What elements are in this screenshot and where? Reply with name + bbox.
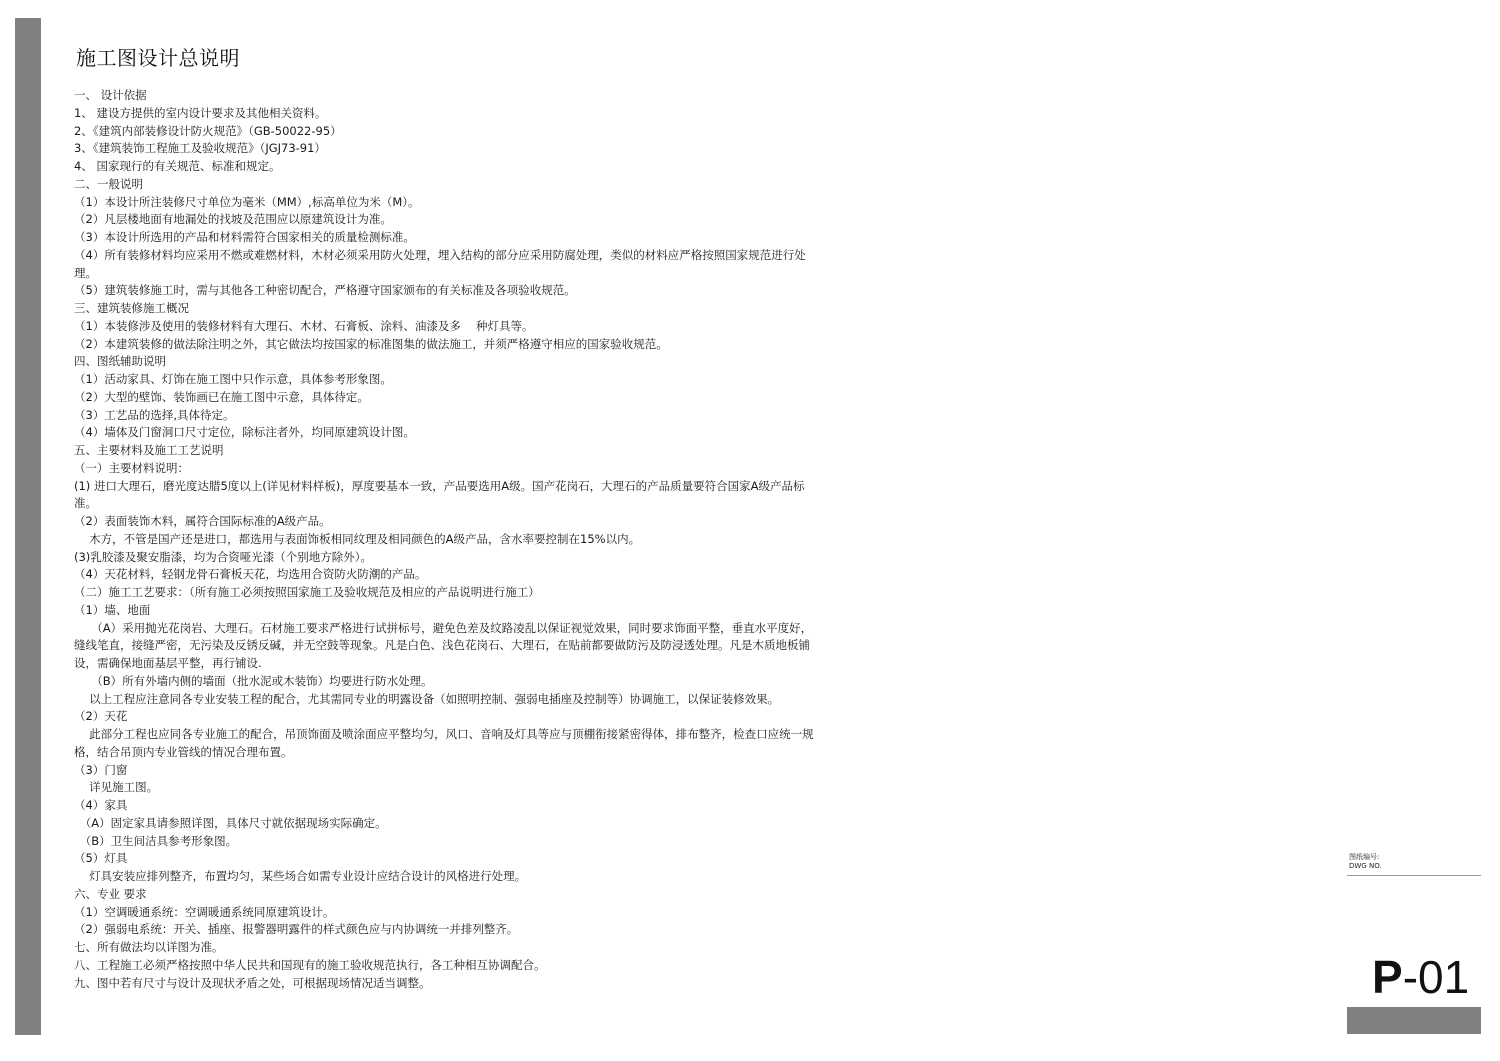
note-line: 三、建筑装修施工概况 bbox=[74, 301, 189, 315]
note-line: 准。 bbox=[74, 496, 97, 511]
note-line: （二）施工工艺要求：（所有施工必须按照国家施工及验收规范及相应的产品说明进行施工） bbox=[74, 585, 540, 599]
note-line: (1) 进口大理石，磨光度达腊5度以上(详见材料样板)，厚度要基本一致，产品要选用A级。国产花岗石，大理石的产品质量要符合国家A级产品标 bbox=[74, 478, 805, 493]
note-line: 理。 bbox=[74, 265, 97, 280]
note-line: （1）活动家具、灯饰在施工图中只作示意，具体参考形象图。 bbox=[74, 372, 392, 386]
note-line: （4）天花材料，轻钢龙骨石膏板天花，均选用合资防火防潮的产品。 bbox=[74, 567, 427, 582]
note-line: 二、一般说明 bbox=[74, 176, 143, 191]
note-line: （3）本设计所选用的产品和材料需符合国家相关的质量检测标准。 bbox=[74, 230, 415, 244]
title-block-label bbox=[1349, 853, 1382, 871]
note-line: 2、《建筑内部装修设计防火规范》（GB-50022-95） bbox=[74, 123, 342, 138]
note-line: （3）工艺品的选择,具体待定。 bbox=[74, 407, 235, 422]
note-line: （A）采用抛光花岗岩、大理石。石材施工要求严格进行试拼标号，避免色差及纹路凌乱以保证视觉效果，同时要求饰面平整，垂直水平度好， bbox=[74, 620, 813, 635]
dwg-label-en: DWG NO. bbox=[1349, 862, 1382, 870]
note-line: （5）建筑装修施工时，需与其他各工种密切配合，严格遵守国家颁布的有关标准及各项验收规范。 bbox=[74, 283, 576, 298]
note-line: （1）空调暖通系统：空调暖通系统同原建筑设计。 bbox=[74, 904, 335, 919]
note-line: （2）本建筑装修的做法除注明之外，其它做法均按国家的标准图集的做法施工，并须严格遵守相应的国家验收规范。 bbox=[74, 336, 668, 351]
note-line: （1）墙、地面 bbox=[74, 602, 151, 617]
page-title: 施工图设计总说明 bbox=[76, 46, 240, 70]
note-line: （3）门窗 bbox=[74, 762, 128, 777]
note-line: 4、 国家现行的有关规范、标准和规定。 bbox=[74, 159, 281, 173]
note-line: （4）墙体及门窗洞口尺寸定位，除标注者外，均同原建筑设计图。 bbox=[74, 425, 415, 440]
title-block-divider bbox=[1347, 875, 1481, 876]
note-line: （B）卫生间洁具参考形象图。 bbox=[74, 833, 238, 848]
note-line: 以上工程应注意同各专业安装工程的配合，尤其需同专业的明露设备（如照明控制、强弱电插座及控制等）协调施工，以保证装修效果。 bbox=[74, 691, 780, 706]
note-line: 六、专业 要求 bbox=[74, 886, 147, 901]
note-line: （2）天花 bbox=[74, 709, 128, 724]
note-line: （2）凡层楼地面有地漏处的找坡及范围应以原建筑设计为准。 bbox=[74, 212, 392, 227]
note-line: （一）主要材料说明： bbox=[74, 460, 189, 475]
note-line: 详见施工图。 bbox=[74, 780, 159, 795]
note-line: 木方，不管是国产还是进口，都选用与表面饰板相同纹理及相同颜色的A级产品，含水率要控制在15%以内。 bbox=[74, 531, 641, 546]
note-line: 五、主要材料及施工工艺说明 bbox=[74, 443, 224, 457]
drawing-number-prefix: P bbox=[1372, 951, 1403, 1003]
note-line: 设，需确保地面基层平整，再行铺设. bbox=[74, 656, 262, 670]
note-line: （2）大型的壁饰、装饰画已在施工图中示意，具体待定。 bbox=[74, 389, 369, 404]
note-line: 七、所有做法均以详图为准。 bbox=[74, 940, 224, 954]
note-line: 灯具安装应排列整齐，布置均匀，某些场合如需专业设计应结合设计的风格进行处理。 bbox=[74, 869, 527, 883]
title-block-bar bbox=[1347, 1007, 1481, 1034]
note-line: （4）所有装修材料均应采用不燃或难燃材料，木材必须采用防火处理，埋入结构的部分应采用防腐处理，类似的材料应严格按照国家规范进行处 bbox=[74, 247, 806, 262]
drawing-number bbox=[1372, 950, 1469, 1004]
note-line: （2）强弱电系统：开关、插座、报警器明露件的样式颜色应与内协调统一并排列整齐。 bbox=[74, 922, 519, 937]
note-line: 八、工程施工必须严格按照中华人民共和国现有的施工验收规范执行，各工种相互协调配合。 bbox=[74, 957, 546, 972]
note-line: 格，结合吊顶内专业管线的情况合理布置。 bbox=[74, 744, 293, 759]
note-line: 缝线笔直，接缝严密，无污染及反锈反碱，并无空鼓等现象。凡是白色、浅色花岗石、大理石，在贴前都要做防污及防浸透处理。凡是木质地板铺 bbox=[74, 638, 810, 653]
note-line: （B）所有外墙内侧的墙面（批水泥或木装饰）均要进行防水处理。 bbox=[74, 673, 433, 688]
note-line: （1）本设计所注装修尺寸单位为毫米（MM）,标高单位为米（M）。 bbox=[74, 194, 420, 209]
note-line: （5）灯具 bbox=[74, 851, 128, 866]
note-line: （A）固定家具请参照详图，具体尺寸就依据现场实际确定。 bbox=[74, 815, 387, 830]
note-line: 四、图纸辅助说明 bbox=[74, 354, 166, 369]
dwg-label-cn: 图纸编号: bbox=[1349, 853, 1380, 861]
note-line: 3、《建筑装饰工程施工及验收规范》（JGJ73-91） bbox=[74, 141, 326, 156]
note-line: (3)乳胶漆及聚安脂漆，均为合资哑光漆（个别地方除外）。 bbox=[74, 549, 373, 564]
left-margin-bar bbox=[15, 18, 41, 1035]
note-line: （1）本装修涉及使用的装修材料有大理石、木材、石膏板、涂料、油漆及多 种灯具等。 bbox=[74, 318, 534, 333]
drawing-number-value: -01 bbox=[1402, 951, 1470, 1003]
note-line: （2）表面装饰木料，属符合国际标准的A级产品。 bbox=[74, 514, 331, 528]
design-notes-body bbox=[74, 87, 894, 992]
note-line: 此部分工程也应同各专业施工的配合，吊顶饰面及喷涂面应平整均匀，风口、音响及灯具等应与顶棚衔接紧密得体，排布整齐，检查口应统一规 bbox=[74, 727, 814, 741]
note-line: 1、 建设方提供的室内设计要求及其他相关资料。 bbox=[74, 105, 327, 120]
note-line: 九、图中若有尺寸与设计及现状矛盾之处，可根据现场情况适当调整。 bbox=[74, 975, 431, 990]
note-line: 一、 设计依据 bbox=[74, 88, 147, 102]
note-line: （4）家具 bbox=[74, 798, 128, 812]
